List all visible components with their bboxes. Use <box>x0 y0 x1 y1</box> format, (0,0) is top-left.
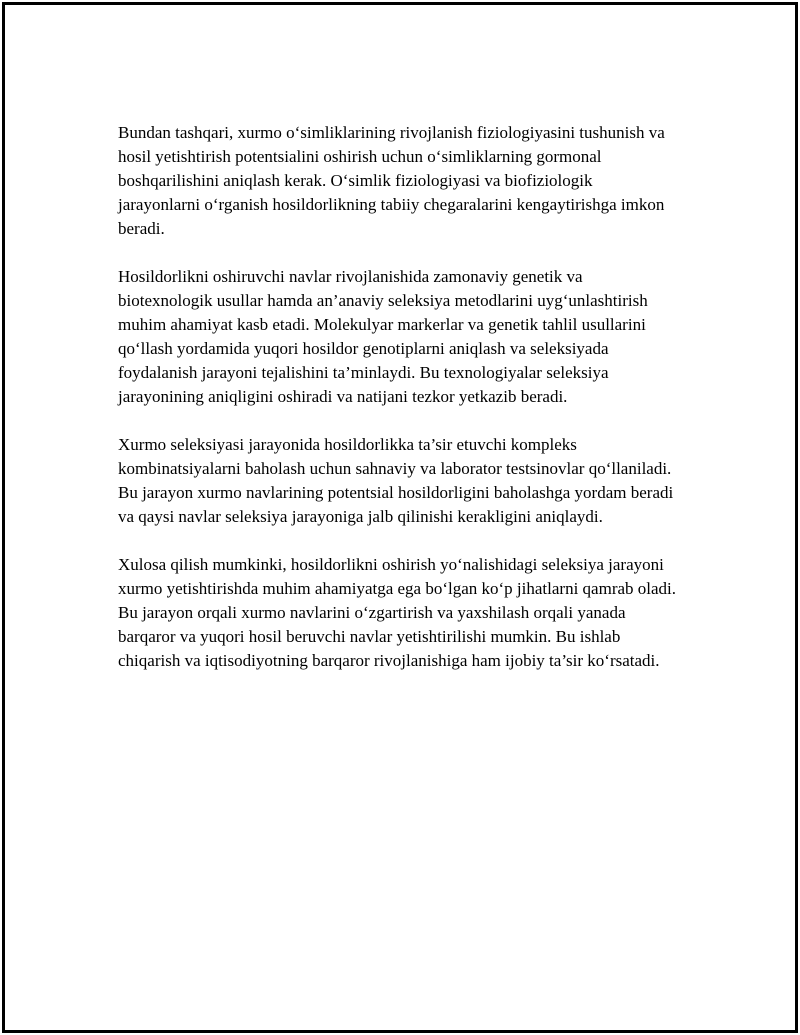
paragraph-4: Xulosa qilish mumkinki, hosildorlikni oshirish yo‘nalishidagi seleksiya jarayoni xurmo yetishtirishda muhim ahamiyatga ega bo‘lgan ko‘p jihatlarni qamrab oladi. Bu jarayon orqali xurmo navlarini o‘zgartirish va yaxshilash orqali yanada barqaror va yuqori hosil beruvchi navlar yetishtirilishi mumkin. Bu ishlab chiqarish va iqtisodiyotning barqaror rivojlanishiga ham ijobiy ta’sir ko‘rsatadi. <box>118 555 677 670</box>
paragraph-3: Xurmo seleksiyasi jarayonida hosildorlikka ta’sir etuvchi kompleks kombinatsiyalarni baholash uchun sahnaviy va laborator testsinovlar qo‘llaniladi. Bu jarayon xurmo navlarining potentsial hosildorligini baholashga yordam beradi va qaysi navlar seleksiya jarayoniga jalb qilinishi kerakligini aniqlaydi. <box>118 435 674 526</box>
document-page <box>2 2 798 1033</box>
paragraph-2: Hosildorlikni oshiruvchi navlar rivojlanishida zamonaviy genetik va biotexnologik usullar hamda an’anaviy seleksiya metodlarini uyg‘unlashtirish muhim ahamiyat kasb etadi. Molekulyar markerlar va genetik tahlil usullarini qo‘llash yordamida yuqori hosildor genotiplarni aniqlash va seleksiyada foydalanish jarayoni tejalishini ta’minlaydi. Bu texnologiyalar seleksiya jarayonining aniqligini oshiradi va natijani tezkor yetkazib beradi. <box>118 267 648 406</box>
document-body <box>118 121 678 697</box>
paragraph-1: Bundan tashqari, xurmo o‘simliklarining rivojlanish fiziologiyasini tushunish va hosil yetishtirish potentsialini oshirish uchun o‘simliklarning gormonal boshqarilishini aniqlash kerak. O‘simlik fiziologiyasi va biofiziologik jarayonlarni o‘rganish hosildorlikning tabiiy chegaralarini kengaytirishga imkon beradi. <box>118 123 665 238</box>
